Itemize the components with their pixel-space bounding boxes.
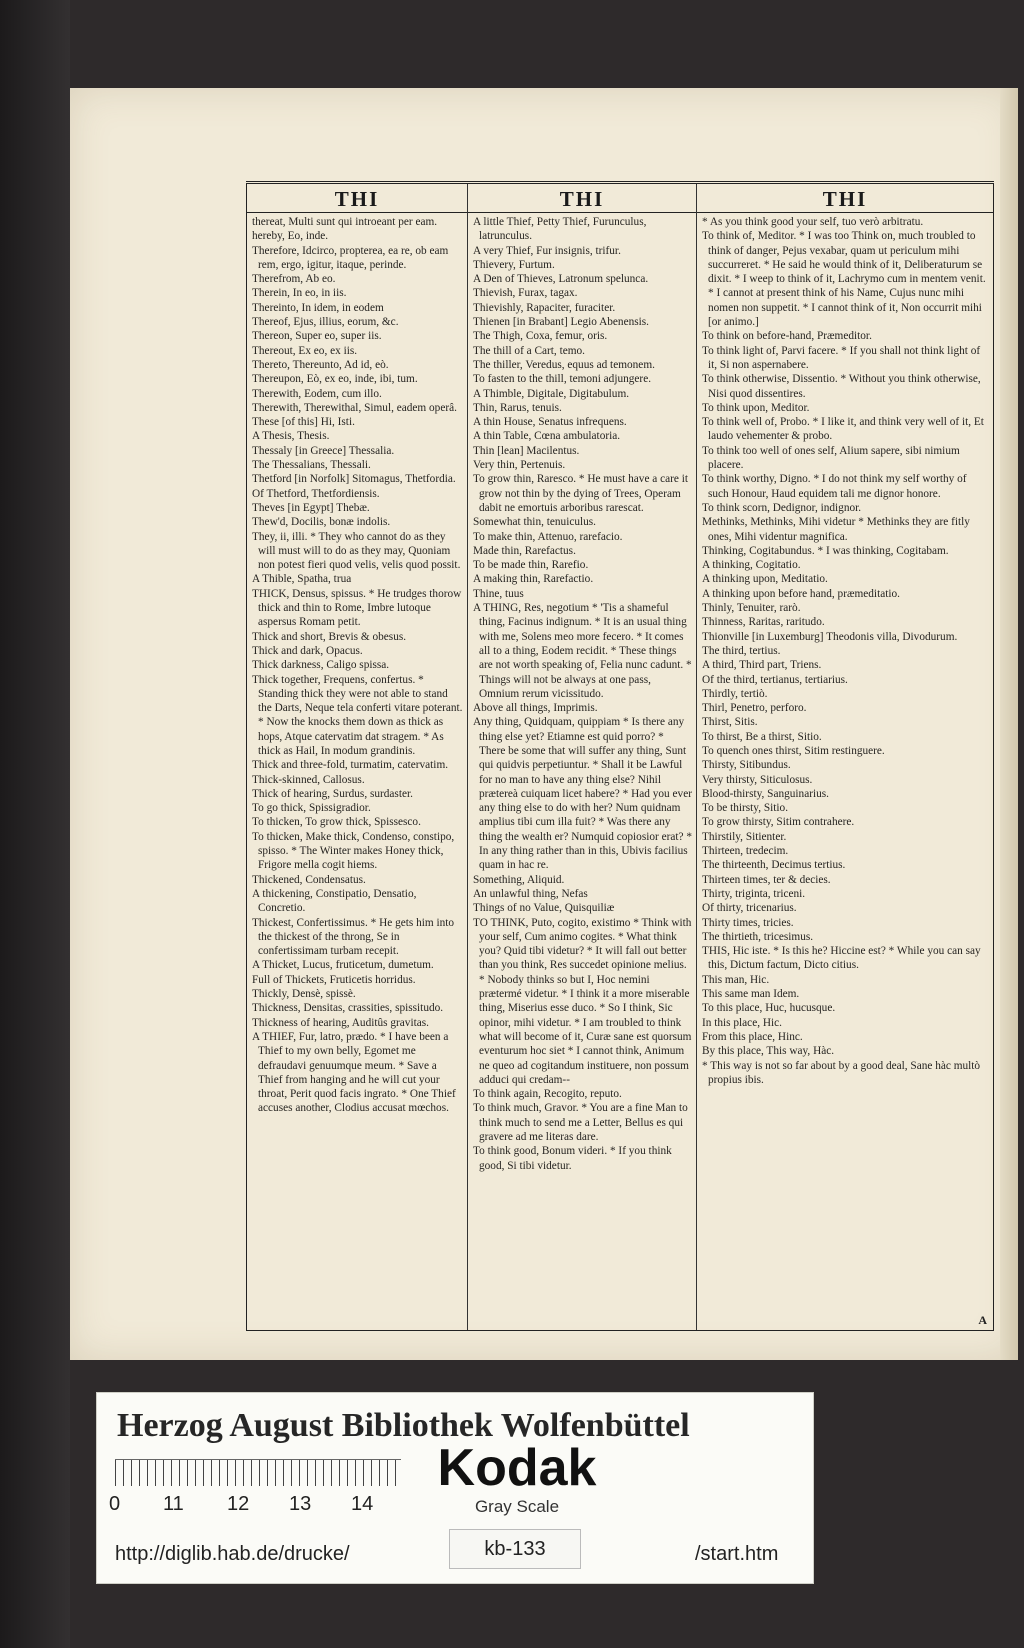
book-page [70,88,1018,1360]
dictionary-entry: To think of, Meditor. * I was too Think on, much troubled to think of danger, Pejus vexabar, quam ut periculum mihi succurreret. * He said he would think of it, Deliberaturum se dixit. * I weep to think of it, Lachrymo cum in mentem venit. * I cannot at present think of his Name, Cujus nunc mihi nomen non suppetit. * I cannot think of it, Non occurrit mihi [or animo.] [702,230,986,329]
dictionary-entry: Thirty times, tricies. [702,916,794,929]
dictionary-entry: Any thing, Quidquam, quippiam * Is there any thing else yet? Etiamne est quid porro? * There be some that will suffer any thing, Sunt qui quidvis perpetiuntur. * Shall it be Lawful for no man to have any thing else? Nihil prætereà cuiquam licet habere? * Had you ever any thing else to do with her? Num quidnam amplius tibi cum illa fuit? * Was there any thing the wealth er? Numquid copiosior erat? * In any thing rather than in this, Ubivis facilius quam in hac re. [473,716,693,872]
dictionary-entry: Thirstily, Sitienter. [702,830,787,843]
dictionary-entry: Thereon, Super eo, super iis. [252,330,382,343]
dictionary-entry: To think upon, Meditor. [702,401,810,414]
dictionary-entry: Therein, In eo, in iis. [252,287,347,300]
dictionary-entry: To grow thirsty, Sitim contrahere. [702,816,855,829]
dictionary-entry: In this place, Hic. [702,1016,782,1029]
dictionary-entry: To think scorn, Dedignor, indignor. [702,501,862,514]
dictionary-entry: To this place, Huc, hucusque. [702,1002,836,1015]
dictionary-entry: Therewith, Therewithal, Simul, eadem operâ. [252,401,457,414]
dictionary-entry: Thick of hearing, Surdus, surdaster. [252,787,413,800]
dictionary-entry: They, ii, illi. * They who cannot do as they will must will to do as they may, Quoniam non potest fieri quod velis, velis quod possit. [252,530,461,572]
ruler-label: 11 [163,1493,184,1515]
dictionary-entry: Thetford [in Norfolk] Sitomagus, Thetfordia. [252,473,456,486]
dictionary-entry: To think good, Bonum videri. * If you think good, Si tibi videtur. [473,1145,672,1172]
dictionary-entry: Thine, tuus [473,587,524,600]
dictionary-entry: To grow thin, Raresco. * He must have a care it grow not thin by the dying of Trees, Operam dabit ne emortuis arboribus rarescat. [473,473,689,514]
scan-background [0,0,70,1648]
dictionary-entry: Thirl, Penetro, perforo. [702,702,807,715]
dictionary-entry: THIS, Hic iste. * Is this he? Hiccine est? * While you can say this, Dictum factum, Dicto citius. [702,945,981,972]
dictionary-entry: Thickly, Densè, spissè. [252,988,356,1001]
shelfmark-code: kb-133 [449,1529,581,1569]
dictionary-entry: This man, Hic. [702,973,770,986]
dictionary-entry: Thievishly, Rapaciter, furaciter. [473,301,616,314]
ruler-label: 13 [289,1493,312,1515]
dictionary-entry: A making thin, Rarefactio. [473,573,594,586]
dictionary-entry: By this place, This way, Hàc. [702,1045,835,1058]
dictionary-entry: A Thesis, Thesis. [252,430,330,443]
dictionary-entry: Thirst, Sitis. [702,716,758,729]
library-label-card [96,1392,814,1584]
dictionary-text-block [246,183,994,1331]
dictionary-entry: Thereout, Ex eo, ex iis. [252,344,358,357]
dictionary-entry: To think otherwise, Dissentio. * Without you think otherwise, Nisi quod dissentires. [702,373,981,400]
dictionary-entry: * This way is not so far about by a good deal, Sane hàc multò propius ibis. [702,1059,981,1086]
dictionary-entry: Thereupon, Eò, ex eo, inde, ibi, tum. [252,373,418,386]
dictionary-entry: Thirteen, tredecim. [702,845,789,858]
dictionary-entry: A thinking, Cogitatio. [702,559,801,572]
dictionary-entry: Thin [lean] Macilentus. [473,444,580,457]
dictionary-entry: To fasten to the thill, temoni adjungere. [473,373,652,386]
dictionary-entry: Therefore, Idcirco, propterea, ea re, ob eam rem, ergo, igitur, itaque, perinde. [252,244,449,271]
page-edge [1000,88,1018,1360]
ruler-label: 14 [351,1493,374,1515]
dictionary-entry: To think well of, Probo. * I like it, and think very well of it, Et laudo vehementer & probo. [702,416,984,443]
dictionary-entry: To think worthy, Digno. * I do not think my self worthy of such Honour, Haud equidem tali me dignor honore. [702,473,967,500]
dictionary-entry: A thin Table, Cœna ambulatoria. [473,430,621,443]
dictionary-entry: A thinking upon before hand, præmeditatio. [702,587,900,600]
dictionary-entry: Full of Thickets, Fruticetis horridus. [252,973,416,986]
dictionary-entry: A Den of Thieves, Latronum spelunca. [473,273,649,286]
column-2 [468,184,697,1330]
dictionary-entry: The third, tertius. [702,644,781,657]
dictionary-entry: Thievery, Furtum. [473,258,555,271]
running-head-2: THI [468,186,696,213]
dictionary-entry: Thereinto, In idem, in eodem [252,301,384,314]
url-left: http://diglib.hab.de/drucke/ [115,1543,350,1565]
dictionary-entry: Thirty, triginta, triceni. [702,887,806,900]
top-rule [246,181,994,182]
dictionary-entry: To think on before-hand, Præmeditor. [702,330,872,343]
dictionary-entry: A Thible, Spatha, trua [252,573,352,586]
dictionary-entry: Theves [in Egypt] Thebæ. [252,501,370,514]
dictionary-entry: Thinking, Cogitabundus. * I was thinking, Cogitabam. [702,544,949,557]
url-right: /start.htm [695,1543,779,1565]
dictionary-entry: The Thessalians, Thessali. [252,459,371,472]
dictionary-entry: To go thick, Spissigradior. [252,802,371,815]
dictionary-entry: To thirst, Be a thirst, Sitio. [702,730,822,743]
dictionary-entry: The thiller, Veredus, equus ad temonem. [473,358,655,371]
dictionary-entry: Thereto, Thereunto, Ad id, eò. [252,358,389,371]
dictionary-entry: A THING, Res, negotium * 'Tis a shameful thing, Facinus indignum. * It is an usual thing with me, Solens meo more fecero. * It comes all to a thing, Eodem recidit. * These things are not worth speaking of, Felia nunc cadunt. * Things will not be always at one pass, Omnium rerum vicissitudo. [473,602,692,700]
dictionary-entry: Thirsty, Sitibundus. [702,759,791,772]
running-head-3: THI [697,186,993,213]
dictionary-entry: Thick darkness, Caligo spissa. [252,659,390,672]
kodak-logo: Kodak [437,1439,597,1497]
column-2-entries [473,215,692,1173]
dictionary-entry: THICK, Densus, spissus. * He trudges thorow thick and thin to Rome, Imbre lutoque aspersus Romam petit. [252,587,462,629]
dictionary-entry: To make thin, Attenuo, rarefacio. [473,530,623,543]
dictionary-entry: To thicken, To grow thick, Spissesco. [252,816,421,829]
dictionary-entry: hereby, Eo, inde. [252,230,329,243]
dictionary-entry: Thick and dark, Opacus. [252,644,363,657]
dictionary-entry: To think too well of ones self, Alium sapere, sibi nimium placere. [702,444,960,472]
dictionary-entry: Thick-skinned, Callosus. [252,773,365,786]
column-3 [697,184,993,1330]
dictionary-entry: Thickest, Confertissimus. * He gets him into the thickest of the throng, Se in confertissimam turbam recepit. [252,916,455,958]
dictionary-entry: To be thirsty, Sitio. [702,802,789,815]
dictionary-entry: Thickness of hearing, Auditûs gravitas. [252,1016,429,1029]
dictionary-entry: Thinness, Raritas, raritudo. [702,616,825,629]
dictionary-entry: Thinly, Tenuiter, rarò. [702,602,801,615]
dictionary-entry: A third, Third part, Triens. [702,659,822,672]
dictionary-entry: The thirtieth, tricesimus. [702,930,814,943]
dictionary-entry: To think much, Gravor. * You are a fine Man to think much to send me a Letter, Bellus es qui gravere ad me literas dare. [473,1102,688,1143]
dictionary-entry: To thicken, Make thick, Condenso, constipo, spisso. * The Winter makes Honey thick, Frigore mella cogit hiems. [252,830,455,872]
column-1 [247,184,468,1330]
dictionary-entry: A Thimble, Digitale, Digitabulum. [473,387,630,400]
gray-scale-label: Gray Scale [474,1497,560,1516]
dictionary-entry: Therewith, Eodem, cum illo. [252,387,382,400]
dictionary-entry: Thionville [in Luxemburg] Theodonis villa, Divodurum. [702,630,958,643]
dictionary-entry: A thinking upon, Meditatio. [702,573,828,586]
dictionary-entry: The Thigh, Coxa, femur, oris. [473,330,608,343]
dictionary-entry: To think again, Recogito, reputo. [473,1088,622,1101]
dictionary-entry: thereat, Multi sunt qui introeant per eam. [252,216,438,228]
dictionary-entry: The thirteenth, Decimus tertius. [702,859,846,872]
dictionary-entry: Thew'd, Docilis, bonæ indolis. [252,516,391,529]
dictionary-entry: Thick and three-fold, turmatim, catervatim. [252,759,449,772]
dictionary-entry: To be made thin, Rarefio. [473,559,589,572]
dictionary-entry: Things of no Value, Quisquiliæ [473,902,615,915]
measurement-ruler [115,1459,401,1486]
dictionary-entry: Thirteen times, ter & decies. [702,873,831,886]
dictionary-entry: Thereof, Ejus, illius, eorum, &c. [252,316,399,329]
dictionary-entry: Somewhat thin, tenuiculus. [473,516,596,529]
dictionary-entry: Very thirsty, Siticulosus. [702,773,813,786]
dictionary-entry: Thickness, Densitas, crassities, spissitudo. [252,1002,444,1015]
dictionary-entry: To think light of, Parvi facere. * If you shall not think light of it, Si non aspernabere. [702,344,981,371]
dictionary-entry: Blood-thirsty, Sanguinarius. [702,787,829,800]
signature-mark: A [978,1313,987,1327]
library-name: Herzog August Bibliothek Wolfenbüttel [117,1407,690,1444]
dictionary-entry: Thickened, Condensatus. [252,873,366,886]
dictionary-entry: Made thin, Rarefactus. [473,544,576,557]
dictionary-entry: A little Thief, Petty Thief, Furunculus, latrunculus. [473,216,647,243]
running-head-1: THI [247,186,467,213]
dictionary-entry: Of the third, tertianus, tertiarius. [702,673,848,686]
dictionary-entry: * As you think good your self, tuo verò arbitratu. [702,216,924,228]
dictionary-entry: The thill of a Cart, temo. [473,344,585,357]
ruler-label: 12 [227,1493,250,1515]
column-3-entries [702,215,989,1087]
dictionary-entry: This same man Idem. [702,988,800,1001]
dictionary-entry: A thin House, Senatus infrequens. [473,416,627,429]
dictionary-entry: These [of this] Hi, Isti. [252,416,355,429]
dictionary-entry: TO THINK, Puto, cogito, existimo * Think with your self, Cum animo cogites. * What think you? Quid tibi videtur? * It will fall out better than you think, Res succedet opinione melius. * Nobody thinks so but I, Hoc nemini prætermé videtur. * I think it a more miserable thing, Miserius esse duco. * So I think, Sic opinor, mihi videtur. * I am troubled to think what will become of it, Curæ sane est quorsum eventurum hoc siet * I cannot think, Animum ne queo ad cogitandum instituere, non possum adduci qui credam-- [473,916,692,1086]
dictionary-entry: Very thin, Pertenuis. [473,459,566,472]
column-1-entries [252,215,463,1116]
dictionary-entry: Thick and short, Brevis & obesus. [252,630,407,643]
dictionary-entry: Of Thetford, Thetfordiensis. [252,487,380,500]
dictionary-entry: To quench ones thirst, Sitim restinguere. [702,744,885,757]
dictionary-entry: Thievish, Furax, tagax. [473,287,578,300]
dictionary-entry: A Thicket, Lucus, fruticetum, dumetum. [252,959,434,972]
dictionary-entry: Thin, Rarus, tenuis. [473,401,562,414]
dictionary-entry: An unlawful thing, Nefas [473,887,588,900]
dictionary-entry: Thessaly [in Greece] Thessalia. [252,444,395,457]
dictionary-entry: Thienen [in Brabant] Legio Abenensis. [473,316,649,329]
dictionary-entry: A THIEF, Fur, latro, prædo. * I have been a Thief to my own belly, Egomet me defraudavi genuumque meum. * Save a Thief from hanging and he will cut your throat, Perit quod facis ingrato. * One Thief accuses another, Clodius accusat mœchos. [252,1030,456,1115]
dictionary-entry: Thick together, Frequens, confertus. * Standing thick they were not able to stand the Darts, Neque tela conferti vitare poterant. * Now the knocks them down as thick as hops, Atque catervatim dat stragem. * As thick as Hail, In modum grandinis. [252,673,463,757]
dictionary-entry: Something, Aliquid. [473,873,565,886]
dictionary-entry: Methinks, Methinks, Mihi videtur * Methinks they are fitly ones, Mihi videntur magnifica. [702,516,970,543]
dictionary-entry: Therefrom, Ab eo. [252,273,336,286]
dictionary-entry: Of thirty, tricenarius. [702,902,797,915]
ruler-label: 0 [109,1493,121,1515]
dictionary-entry: Thirdly, tertiò. [702,687,768,700]
dictionary-entry: Above all things, Imprimis. [473,702,598,715]
dictionary-entry: A very Thief, Fur insignis, trifur. [473,244,621,257]
dictionary-entry: From this place, Hinc. [702,1030,803,1043]
dictionary-entry: A thickening, Constipatio, Densatio, Concretio. [252,887,417,915]
